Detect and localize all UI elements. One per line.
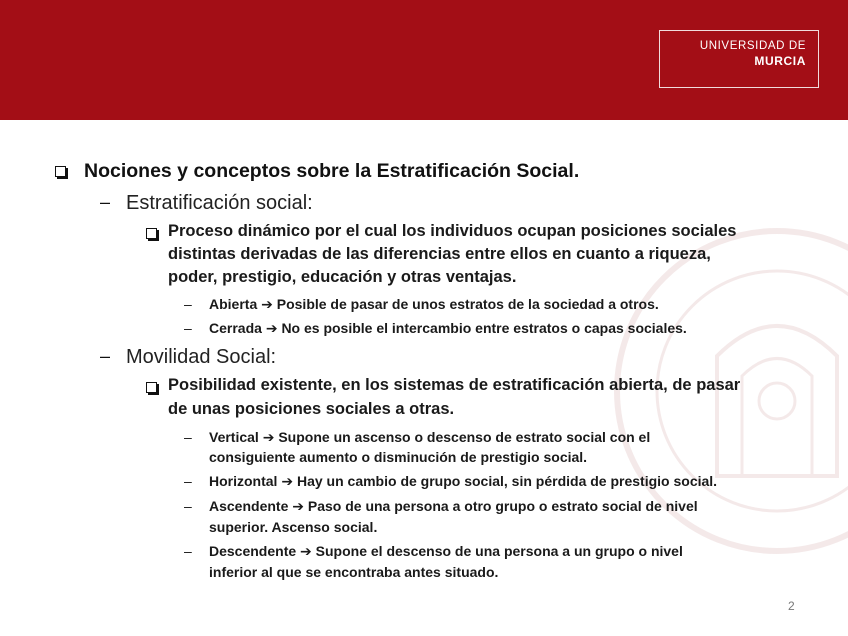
dash-bullet-icon: – (184, 498, 192, 514)
dash-bullet-icon: – (100, 192, 111, 212)
dash-bullet-icon: – (100, 346, 111, 366)
definition-line: poder, prestigio, educación y otras ventajas. (168, 268, 517, 286)
checkbox-bullet-icon (146, 228, 157, 239)
item-description: Hay un cambio de grupo social, sin pérdida de prestigio social. (296, 473, 718, 489)
definition-line: Posibilidad existente, en los sistemas de estratificación abierta, de pasar (168, 376, 741, 394)
dash-bullet-icon: – (184, 429, 192, 445)
item-description: No es posible el intercambio entre estratos o capas sociales. (281, 320, 687, 336)
arrow-right-icon: ➔ (292, 498, 304, 514)
section-heading-stratification: Estratificación social: (126, 192, 313, 214)
item-description-continued: inferior al que se encontraba antes situado. (209, 564, 499, 580)
dash-bullet-icon: – (184, 543, 192, 559)
page-number: 2 (788, 599, 795, 613)
item-description: Supone un ascenso o descenso de estrato social con el (278, 429, 651, 445)
item-description: Paso de una persona a otro grupo o estrato social de nivel (307, 498, 698, 514)
checkbox-bullet-icon (146, 382, 157, 393)
list-item-horizontal (209, 473, 717, 490)
item-term: Ascendente (209, 498, 289, 514)
checkbox-bullet-icon (55, 166, 66, 177)
arrow-right-icon: ➔ (261, 296, 273, 312)
list-item-abierta (209, 296, 659, 313)
item-description-continued: consiguiente aumento o disminución de prestigio social. (209, 449, 588, 465)
section-heading-mobility: Movilidad Social: (126, 346, 277, 368)
list-item-descendente (209, 543, 683, 560)
item-description: Supone el descenso de una persona a un grupo o nivel (315, 543, 683, 559)
item-description: Posible de pasar de unos estratos de la sociedad a otros. (276, 296, 659, 312)
item-description-continued: superior. Ascenso social. (209, 519, 378, 535)
definition-line: distintas derivadas de las diferencias entre ellos en cuanto a riqueza, (168, 245, 711, 263)
logo-line-1: UNIVERSIDAD DE (699, 40, 806, 52)
dash-bullet-icon: – (184, 473, 192, 489)
definition-line: Proceso dinámico por el cual los individuos ocupan posiciones sociales (168, 222, 737, 240)
dash-bullet-icon: – (184, 296, 192, 312)
item-term: Abierta (209, 296, 258, 312)
list-item-ascendente (209, 498, 698, 515)
item-term: Descendente (209, 543, 297, 559)
logo-line-2: MURCIA (754, 54, 806, 68)
dash-bullet-icon: – (184, 320, 192, 336)
arrow-right-icon: ➔ (281, 473, 294, 489)
definition-line: de unas posiciones sociales a otras. (168, 400, 455, 418)
arrow-right-icon: ➔ (300, 543, 312, 559)
list-item-vertical (209, 429, 650, 446)
arrow-right-icon: ➔ (262, 429, 275, 445)
slide-title: Nociones y conceptos sobre la Estratificación Social. (84, 160, 580, 182)
item-term: Cerrada (209, 320, 262, 336)
arrow-right-icon: ➔ (265, 320, 278, 336)
item-term: Horizontal (209, 473, 278, 489)
item-term: Vertical (209, 429, 259, 445)
list-item-cerrada (209, 320, 687, 337)
